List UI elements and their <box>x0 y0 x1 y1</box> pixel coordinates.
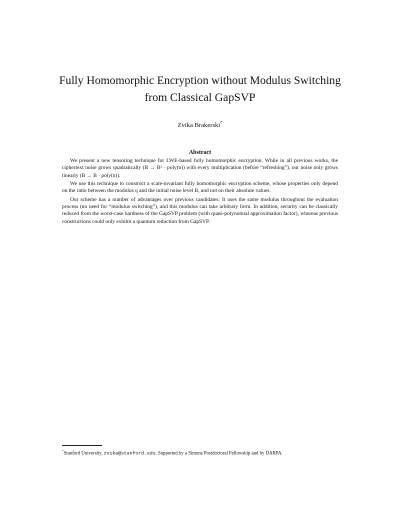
footnote <box>62 448 362 458</box>
abstract-paragraph-2: We use this technique to construct a scale-invariant fully homomorphic encryption scheme, whose properties only depend on the ratio between the modulus q and the initial noise level B, and not on their absolute values. <box>62 181 338 195</box>
footnote-funding: . Supported by a Simons Postdoctoral Fellowship and by DARPA. <box>155 451 283 457</box>
footnote-mark: * <box>62 449 64 453</box>
title-line-1: Fully Homomorphic Encryption without Modulus Switching <box>59 74 341 87</box>
title-line-2: from Classical GapSVP <box>144 91 256 104</box>
abstract-paragraph-3: Our scheme has a number of advantages over previous candidates: It uses the same modulus throughout the evaluation process (no need for “modulus switching”), and this modulus can take arbitrary form. In addition, security can be classically reduced from the worst-case hardness of the GapSVP problem (with quasi-polynomial approximation factor), whereas previous constructions could only exhibit a quantum reduction from GapSVP. <box>62 196 338 225</box>
abstract-heading: Abstract <box>188 150 212 156</box>
footnote-affiliation: Stanford University, <box>63 451 104 457</box>
footnote-rule <box>62 445 102 446</box>
abstract-body <box>62 158 338 227</box>
author-footnote-mark: * <box>220 120 223 125</box>
author-name <box>0 120 400 129</box>
paper-title <box>40 72 360 106</box>
footnote-email[interactable]: zvika@stanford.edu <box>103 451 156 457</box>
author-text: Zvika Brakerski <box>177 122 221 130</box>
abstract-paragraph-1: We present a new tensoring technique for LWE-based fully homomorphic encryption. While in all previous works, the ciphertext noise grows quadratically (B → B² · poly(n)) with every multiplication (before “refreshing”), our noise only grows linearly (B → B · poly(n)). <box>62 158 338 179</box>
